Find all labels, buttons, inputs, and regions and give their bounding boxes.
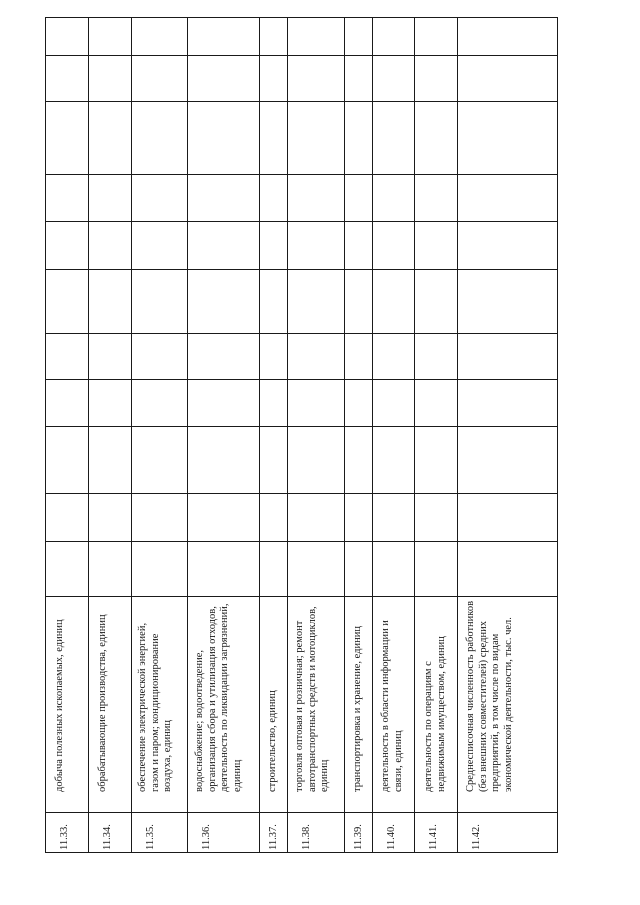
- row-number: 11.36.: [201, 824, 212, 850]
- row-label: обрабатывающие производства, единиц: [97, 614, 108, 792]
- table-row: [260, 18, 288, 852]
- row-label: водоснабжение; водоотведение, организация сбора и утилизация отходов, деятельность по ликвидации загрязнений, единиц: [194, 603, 243, 792]
- table-row: [345, 18, 373, 852]
- row-label: обеспечение электрической энергией, газом и паром; кондиционирование воздуха, единиц: [137, 622, 173, 792]
- row-number: 11.33.: [59, 824, 70, 850]
- row-number: 11.38.: [301, 824, 312, 850]
- table-row: [132, 18, 188, 852]
- row-label: Среднесписочная численность работников (без внешних совместителей) средних предприятий, в том числе по видам экономической деятельности, тыс. чел.: [465, 600, 514, 792]
- row-number: 11.34.: [102, 824, 113, 850]
- row-number: 11.42.: [471, 824, 482, 850]
- row-label: транспортировка и хранение, единиц: [352, 626, 363, 792]
- row-label: строительство, единиц: [267, 690, 278, 792]
- row-number: 11.39.: [353, 824, 364, 850]
- row-number: 11.41.: [428, 824, 439, 850]
- row-label: деятельность в области информации и связи, единиц: [380, 620, 404, 792]
- table-row: [89, 18, 132, 852]
- row-number: 11.35.: [145, 824, 156, 850]
- table-row: [288, 18, 345, 852]
- row-number: 11.37.: [268, 824, 279, 850]
- row-number: 11.40.: [386, 824, 397, 850]
- table-row: [188, 18, 260, 852]
- table-row: [458, 18, 557, 852]
- row-label: торговля оптовая и розничная; ремонт автотранспортных средств и мотоциклов, единиц: [294, 606, 330, 792]
- row-label: добыча полезных ископаемых, единиц: [54, 619, 65, 792]
- table-row: [373, 18, 415, 852]
- data-table: [45, 17, 558, 853]
- table-row: [46, 18, 89, 852]
- table-row: [415, 18, 458, 852]
- row-label: деятельность по операциям с недвижимым имуществом, единиц: [423, 636, 447, 792]
